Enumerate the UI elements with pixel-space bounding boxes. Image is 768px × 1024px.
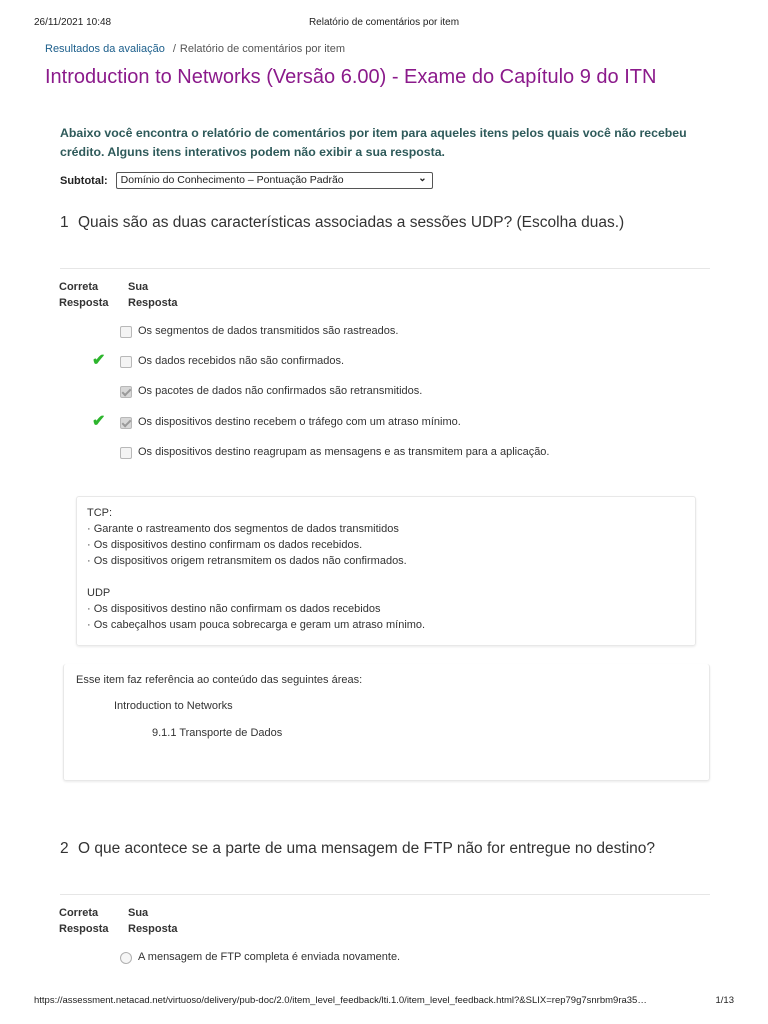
- page-title: Introduction to Networks (Versão 6.00) - Exame do Capítulo 9 do ITN: [45, 66, 657, 88]
- answer-label: Os pacotes de dados não confirmados são retransmitidos.: [138, 385, 423, 397]
- question-1: [60, 211, 668, 235]
- feedback-line: · Garante o rastreamento dos segmentos de dados transmitidos: [87, 523, 399, 535]
- print-url: https://assessment.netacad.net/virtuoso/delivery/pub-doc/2.0/item_level_feedback/lti.1.0/item_level_feedback.html?&SLIX=rep79g7snrbm9ra35…: [34, 995, 647, 1006]
- column-correct-line2: Resposta: [59, 923, 109, 935]
- column-correct-line1: Correta: [59, 281, 99, 293]
- answer-checkbox-checked[interactable]: [120, 417, 132, 429]
- answer-label: A mensagem de FTP completa é enviada novamente.: [138, 951, 401, 963]
- feedback-panel: [76, 496, 696, 646]
- feedback-udp-title: UDP: [87, 587, 111, 599]
- question-text: O que acontece se a parte de uma mensagem de FTP não for entregue no destino?: [78, 840, 656, 857]
- print-date: 26/11/2021 10:48: [34, 17, 112, 28]
- answer-checkbox[interactable]: [120, 447, 132, 459]
- divider: [60, 894, 710, 895]
- feedback-udp: [87, 585, 685, 633]
- answer-option: [60, 413, 710, 433]
- answer-checkbox[interactable]: [120, 356, 132, 368]
- question-number: 2: [60, 840, 69, 857]
- column-correct-line1: Correta: [59, 907, 99, 919]
- answer-option: [60, 352, 710, 372]
- subtotal-select[interactable]: [116, 172, 433, 189]
- column-yours-line1: Sua: [128, 281, 149, 293]
- answer-label: Os dispositivos destino reagrupam as mensagens e as transmitem para a aplicação.: [138, 446, 550, 458]
- breadcrumb-separator: /: [172, 43, 176, 55]
- subtotal-label: Subtotal:: [60, 174, 108, 187]
- answer-checkbox-checked[interactable]: [120, 386, 132, 398]
- reference-course: Introduction to Networks: [114, 700, 233, 712]
- divider: [60, 268, 710, 269]
- answer-checkbox[interactable]: [120, 326, 132, 338]
- feedback-line: · Os dispositivos origem retransmitem os dados não confirmados.: [87, 555, 407, 567]
- answer-option: [60, 948, 710, 968]
- breadcrumb-current: Relatório de comentários por item: [179, 43, 345, 55]
- feedback-tcp: [87, 505, 685, 569]
- feedback-line: · Os dispositivos destino confirmam os dados recebidos.: [87, 539, 363, 551]
- subtotal-row: [60, 172, 433, 189]
- feedback-line: · Os cabeçalhos usam pouca sobrecarga e geram um atraso mínimo.: [87, 619, 426, 631]
- print-title: Relatório de comentários por item: [308, 17, 460, 28]
- checkmark-icon: ✔: [92, 352, 106, 369]
- answer-radio[interactable]: [120, 952, 132, 964]
- column-correct-line2: Resposta: [59, 297, 109, 309]
- question-number: 1: [60, 214, 69, 231]
- column-yours-line1: Sua: [128, 907, 149, 919]
- reference-panel: [63, 664, 710, 781]
- question-2: [60, 837, 668, 861]
- checkmark-icon: ✔: [92, 413, 106, 430]
- reference-intro: Esse item faz referência ao conteúdo das seguintes áreas:: [76, 674, 363, 686]
- page-counter: 1/13: [715, 995, 734, 1006]
- breadcrumb-link-results[interactable]: Resultados da avaliação: [45, 43, 165, 55]
- answer-label: Os dispositivos destino recebem o tráfego com um atraso mínimo.: [138, 416, 461, 428]
- column-yours-line2: Resposta: [128, 297, 178, 309]
- answer-option: [60, 322, 710, 342]
- intro-text: Abaixo você encontra o relatório de comentários por item para aqueles itens pelos quais você não recebeu crédito. Alguns itens interativos podem não exibir a sua resposta.: [60, 126, 687, 159]
- breadcrumb: [45, 43, 345, 55]
- question-text: Quais são as duas características associadas a sessões UDP? (Escolha duas.): [78, 214, 625, 231]
- feedback-tcp-title: TCP:: [87, 507, 113, 519]
- answer-option: [60, 443, 710, 463]
- answer-label: Os dados recebidos não são confirmados.: [138, 355, 345, 367]
- answer-option: [60, 382, 710, 402]
- reference-section: 9.1.1 Transporte de Dados: [152, 727, 283, 739]
- subtotal-selected-value: Domínio do Conhecimento – Pontuação Padrão: [120, 174, 344, 186]
- answer-label: Os segmentos de dados transmitidos são rastreados.: [138, 325, 399, 337]
- chevron-down-icon: ⌄: [418, 173, 427, 184]
- feedback-line: · Os dispositivos destino não confirmam os dados recebidos: [87, 603, 381, 615]
- column-yours-line2: Resposta: [128, 923, 178, 935]
